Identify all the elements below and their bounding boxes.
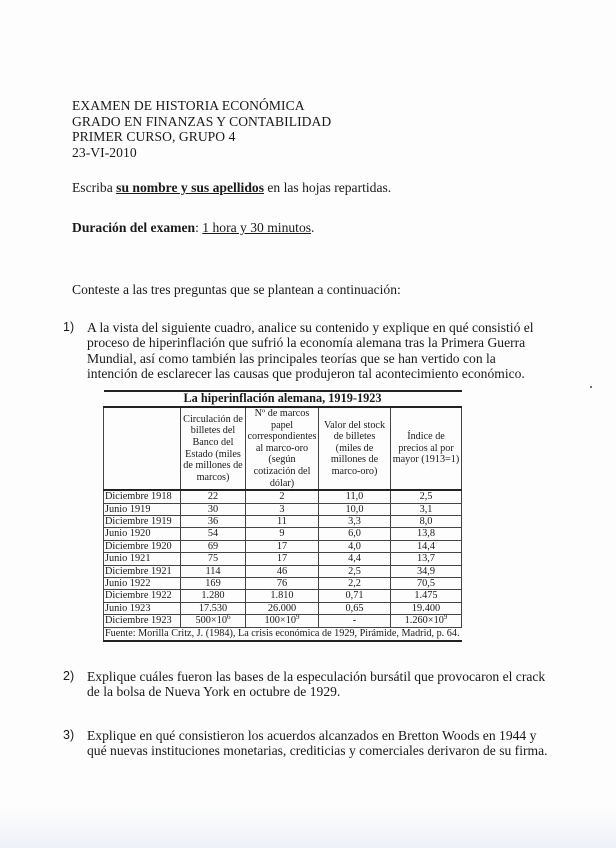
period-cell: Diciembre 1918 [104, 490, 181, 503]
stock-value-cell: 4,0 [319, 540, 391, 552]
stock-value-cell: 2,5 [319, 565, 391, 577]
question-line: Explique en qué consistieron los acuerdos alcanzados en Bretton Woods en 1944 y [87, 728, 537, 743]
paper-marks-cell: 3 [246, 503, 319, 515]
question-text [87, 728, 548, 759]
column-header-price-index: Índice de precios al por mayor (1913=1) [391, 407, 462, 490]
price-index-cell: 1.475 [391, 590, 462, 602]
period-cell: Diciembre 1923 [104, 615, 181, 627]
price-index-cell: 19.400 [391, 602, 462, 614]
value-exponent: 9 [443, 614, 448, 622]
circulation-cell: 114 [181, 565, 246, 577]
question-line: intención de esclarecer las causas que produjeron tal acontecimiento económico. [87, 366, 525, 382]
stock-value-cell: 6,0 [319, 528, 391, 540]
paper-marks-cell: 46 [246, 565, 319, 577]
price-index-cell: 13,7 [391, 553, 462, 565]
question-1 [63, 320, 534, 384]
circulation-cell: 36 [181, 515, 246, 527]
exam-date: 23-VI-2010 [72, 144, 137, 160]
price-index-cell: 34,9 [391, 565, 462, 577]
price-index-cell [391, 615, 462, 627]
circulation-cell: 69 [181, 540, 246, 552]
period-cell: Diciembre 1922 [104, 590, 181, 602]
price-index-cell: 2,5 [391, 490, 462, 503]
paper-marks-cell [246, 615, 319, 627]
price-index-cell: 70,5 [391, 578, 462, 590]
circulation-cell: 17.530 [181, 602, 246, 614]
table-row [104, 490, 462, 503]
exam-duration [72, 220, 314, 236]
duration-end: . [311, 220, 315, 235]
table-source: Fuente: Morilla Critz, J. (1984), La crisis económica de 1929, Pirámide, Madrid, p. 64. [105, 627, 460, 639]
value-base: 100×10 [264, 615, 297, 627]
stock-value-cell: 2,2 [319, 578, 391, 590]
paper-marks-cell: 9 [246, 528, 319, 540]
hyperinflation-table-container [103, 390, 461, 642]
value-base: 1.260×10 [404, 615, 444, 627]
period-cell: Junio 1922 [104, 578, 181, 590]
price-index-cell: 14,4 [391, 540, 462, 552]
hyperinflation-table [103, 390, 462, 642]
question-2 [63, 669, 546, 703]
exam-title: EXAMEN DE HISTORIA ECONÓMICA [72, 98, 305, 113]
table-row [104, 578, 462, 590]
stock-value-cell: 0,71 [319, 590, 391, 602]
stock-value-cell: - [319, 615, 391, 627]
value-exponent: 6 [227, 614, 231, 622]
column-header-circulation: Circulación de billetes del Banco del Estado (miles de millones de marcos) [181, 407, 246, 490]
paper-marks-cell: 26.000 [246, 602, 319, 614]
question-number: 3) [63, 728, 75, 742]
question-3 [63, 728, 548, 762]
table-row [104, 503, 462, 515]
paper-marks-cell: 11 [246, 515, 319, 527]
question-number: 1) [63, 320, 75, 334]
table-source-row [104, 627, 462, 641]
question-text [87, 669, 546, 700]
table-row [104, 615, 462, 627]
question-line: qué nuevas instituciones monetarias, crediticias y comerciales derivaron de su firma. [87, 743, 548, 759]
column-header-stock-value: Valor del stock de billetes (miles de millones de marco-oro) [319, 407, 391, 490]
period-cell: Diciembre 1921 [104, 565, 181, 577]
stock-value-cell: 0,65 [319, 602, 391, 614]
question-line: A la vista del siguiente cuadro, analice su contenido y explique en qué consistió el [87, 320, 534, 335]
period-cell: Junio 1921 [104, 553, 181, 565]
circulation-cell: 54 [181, 528, 246, 540]
stock-value-cell: 4,4 [319, 553, 391, 565]
table-row [104, 565, 462, 577]
stock-value-cell: 10,0 [319, 503, 391, 515]
duration-value: 1 hora y 30 minutos [202, 220, 312, 235]
table-row [104, 602, 462, 614]
value-exponent: 9 [296, 614, 300, 622]
price-index-cell: 8,0 [391, 515, 462, 527]
column-header-paper-marks: Nº de marcos papel correspondientes al marco-oro (según cotización del dólar) [247, 408, 317, 489]
question-line: Mundial, así como también las principales teorías que se han vertido con la [87, 350, 496, 366]
price-index-cell: 13,8 [391, 528, 462, 540]
circulation-cell: 75 [181, 553, 246, 565]
circulation-cell: 30 [181, 503, 246, 515]
period-cell: Junio 1923 [104, 602, 181, 614]
paper-marks-cell: 17 [246, 540, 319, 552]
table-row [104, 553, 462, 565]
value-base: 500×10 [195, 615, 228, 627]
exam-header [72, 98, 331, 160]
questions-intro: Conteste a las tres preguntas que se plantean a continuación: [72, 282, 401, 297]
course-group: PRIMER CURSO, GRUPO 4 [72, 129, 236, 144]
period-cell: Junio 1920 [104, 528, 181, 540]
circulation-cell [181, 615, 246, 627]
paper-marks-cell: 76 [246, 578, 319, 590]
column-header-period [104, 407, 181, 490]
stock-value-cell: 3,3 [319, 515, 391, 527]
stock-value-cell: 11,0 [319, 490, 391, 503]
period-cell: Diciembre 1920 [104, 540, 181, 552]
table-row [104, 540, 462, 552]
duration-separator: : [195, 220, 203, 235]
question-line: Explique cuáles fueron las bases de la especulación bursátil que provocaron el crack [87, 669, 546, 684]
table-row [104, 515, 462, 527]
paper-marks-cell: 1.810 [246, 590, 319, 602]
price-index-cell: 3,1 [391, 503, 462, 515]
period-cell: Diciembre 1919 [104, 515, 181, 527]
name-instruction [72, 180, 391, 196]
question-line: de la bolsa de Nueva York en octubre de 1929. [87, 684, 341, 700]
question-line: proceso de hiperinflación que sufrió la economía alemana tras la Primera Guerra [87, 335, 526, 351]
paper-marks-cell: 2 [246, 490, 319, 503]
scan-speck [590, 386, 592, 388]
table-row [104, 528, 462, 540]
degree-name: GRADO EN FINANZAS Y CONTABILIDAD [72, 113, 332, 129]
instruction-emphasis: su nombre y sus apellidos [116, 180, 264, 195]
circulation-cell: 169 [181, 578, 246, 590]
circulation-cell: 22 [181, 490, 246, 503]
duration-label: Duración del examen [72, 220, 196, 235]
instruction-suffix: en las hojas repartidas. [263, 180, 392, 195]
table-title: La hiperinflación alemana, 1919-1923 [104, 391, 462, 407]
instruction-prefix: Escriba [72, 180, 117, 195]
circulation-cell: 1.280 [181, 590, 246, 602]
period-cell: Junio 1919 [104, 503, 181, 515]
table-row [104, 590, 462, 602]
scan-shadow [0, 808, 616, 848]
question-text [87, 320, 534, 382]
paper-marks-cell: 17 [246, 553, 319, 565]
question-number: 2) [63, 669, 75, 683]
